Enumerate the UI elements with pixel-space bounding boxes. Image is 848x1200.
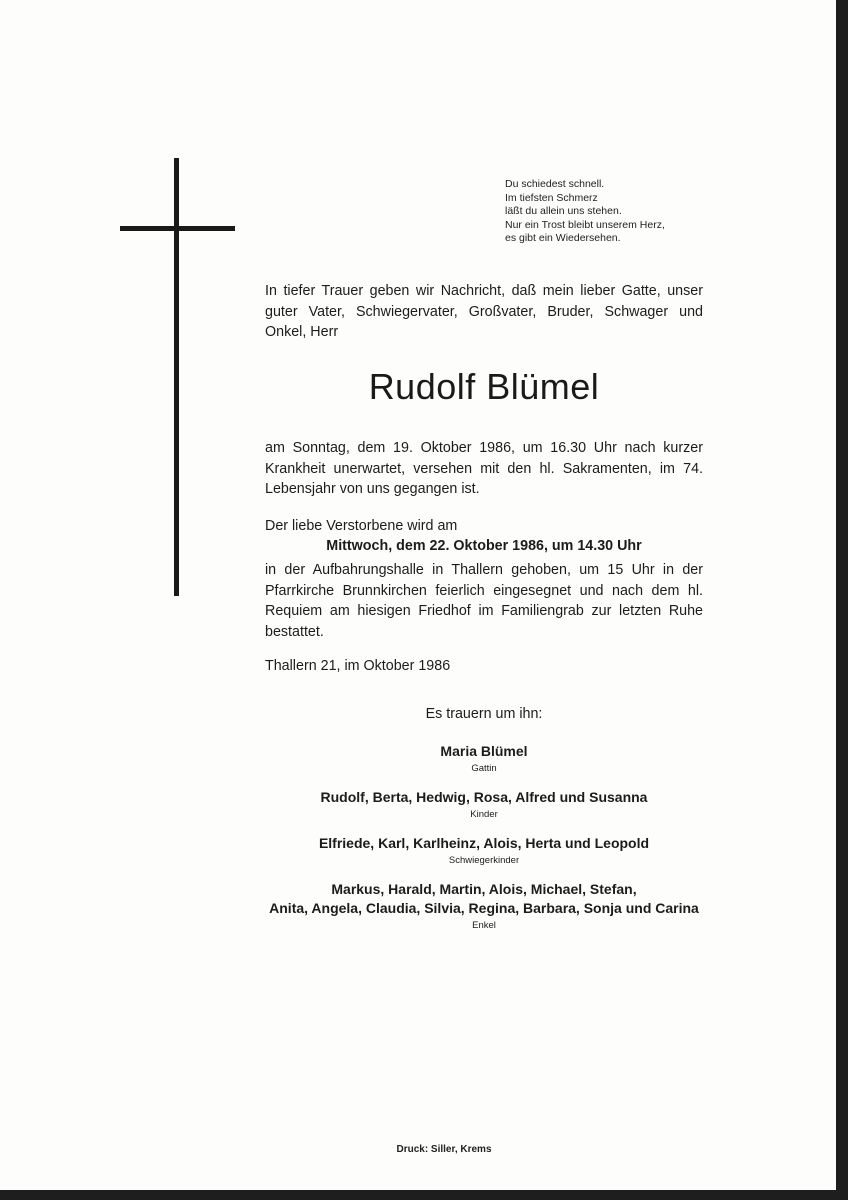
printer-credit: Druck: Siller, Krems bbox=[396, 1144, 492, 1155]
intro-paragraph: In tiefer Trauer geben wir Nachricht, daß mein lieber Gatte, unser guter Vater, Schwiegervater, Großvater, Bruder, Schwager und Onkel, Herr bbox=[265, 283, 703, 340]
funeral-details-paragraph: in der Aufbahrungshalle in Thallern gehoben, um 15 Uhr in der Pfarrkirche Brunnkirchen feierlich eingesegnet und nach dem hl. Requiem am hiesigen Friedhof im Familiengrab zur letzten Ruhe bestattet. bbox=[265, 562, 703, 640]
deceased-name: Rudolf Blümel bbox=[368, 366, 600, 407]
cross-icon-crossbar bbox=[120, 226, 235, 231]
funeral-date: Mittwoch, dem 22. Oktober 1986, um 14.30 Uhr bbox=[326, 538, 642, 554]
mourner-group-grandchildren bbox=[255, 880, 713, 932]
mourner-names: Maria Blümel bbox=[440, 743, 528, 759]
mourner-group-spouse bbox=[255, 742, 713, 775]
poem-line: es gibt ein Wiedersehen. bbox=[505, 232, 621, 245]
mourner-names: Rudolf, Berta, Hedwig, Rosa, Alfred und Susanna bbox=[320, 789, 648, 805]
mourner-relation: Schwiegerkinder bbox=[448, 855, 520, 866]
mourners-heading: Es trauern um ihn: bbox=[425, 706, 543, 722]
place-date: Thallern 21, im Oktober 1986 bbox=[265, 658, 451, 674]
poem-line: Nur ein Trost bleibt unserem Herz, bbox=[505, 218, 665, 231]
mourner-group-children bbox=[255, 788, 713, 821]
mourner-names: Anita, Angela, Claudia, Silvia, Regina, Barbara, Sonja und Carina bbox=[269, 900, 699, 916]
poem bbox=[505, 178, 745, 246]
mourner-names: Elfriede, Karl, Karlheinz, Alois, Herta und Leopold bbox=[318, 835, 650, 851]
poem-line: läßt du allein uns stehen. bbox=[505, 205, 622, 218]
mourner-names: Markus, Harald, Martin, Alois, Michael, Stefan, bbox=[331, 881, 637, 897]
mourner-relation: Gattin bbox=[471, 763, 497, 774]
mourner-relation: Enkel bbox=[472, 920, 496, 931]
cross-icon bbox=[174, 158, 179, 596]
funeral-intro: Der liebe Verstorbene wird am bbox=[265, 518, 458, 534]
poem-line: Im tiefsten Schmerz bbox=[505, 191, 598, 204]
mourner-relation: Kinder bbox=[470, 809, 498, 820]
mourner-group-children-in-law bbox=[255, 834, 713, 867]
poem-line: Du schiedest schnell. bbox=[505, 178, 605, 190]
death-notice-paragraph: am Sonntag, dem 19. Oktober 1986, um 16.30 Uhr nach kurzer Krankheit unerwartet, versehen mit den hl. Sakramenten, im 74. Lebensjahr von uns gegangen ist. bbox=[265, 440, 703, 497]
